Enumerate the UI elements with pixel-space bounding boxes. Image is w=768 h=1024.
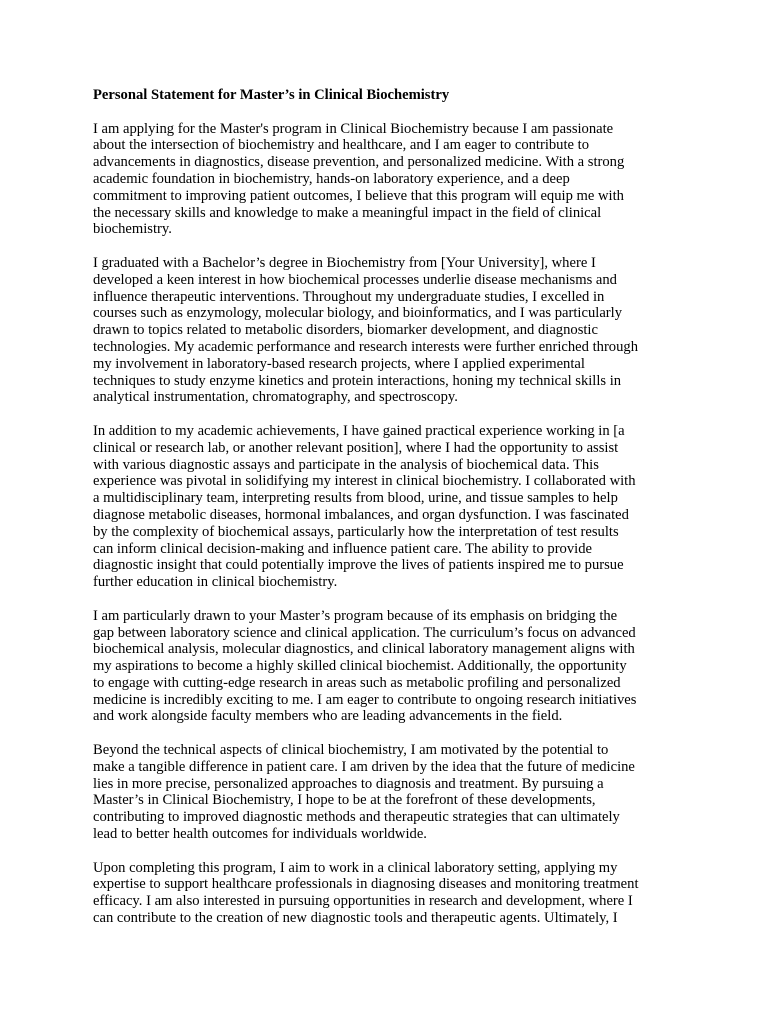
paragraph-line: developed a keen interest in how biochemical processes underlie disease mechanisms and [93, 271, 617, 288]
paragraph-line: experience was pivotal in solidifying my interest in clinical biochemistry. I collaborated with [93, 473, 636, 490]
paragraph-line: my involvement in laboratory-based research projects, where I applied experimental [93, 355, 585, 372]
paragraph-line: I am applying for the Master's program in Clinical Biochemistry because I am passionate [93, 120, 614, 137]
paragraph-line: influence therapeutic interventions. Throughout my undergraduate studies, I excelled in [93, 288, 605, 305]
paragraph-line: the necessary skills and knowledge to make a meaningful impact in the field of clinical [93, 204, 602, 221]
paragraph-list [93, 121, 679, 927]
paragraph-line: I am particularly drawn to your Master’s program because of its emphasis on bridging the [93, 607, 618, 624]
paragraph-line: a multidisciplinary team, interpreting results from blood, urine, and tissue samples to help [93, 490, 618, 507]
paragraph-2 [93, 255, 679, 406]
paragraph-line: my aspirations to become a highly skilled clinical biochemist. Additionally, the opportunity [93, 658, 627, 675]
paragraph-line: make a tangible difference in patient care. I am driven by the idea that the future of medicine [93, 758, 635, 775]
paragraph-1 [93, 121, 679, 239]
paragraph-line: to engage with cutting-edge research in areas such as metabolic profiling and personalized [93, 674, 621, 691]
paragraph-line: with various diagnostic assays and participate in the analysis of biochemical data. This [93, 456, 599, 473]
paragraph-6 [93, 860, 679, 927]
paragraph-line: advancements in diagnostics, disease prevention, and personalized medicine. With a strong [93, 154, 625, 171]
paragraph-line: analytical instrumentation, chromatography, and spectroscopy. [93, 389, 458, 406]
paragraph-line: and work alongside faculty members who are leading advancements in the field. [93, 708, 563, 725]
paragraph-line: courses such as enzymology, molecular biology, and bioinformatics, and I was particularly [93, 305, 623, 322]
paragraph-line: biochemistry. [93, 221, 172, 238]
paragraph-line: Upon completing this program, I aim to work in a clinical laboratory setting, applying my [93, 859, 618, 876]
paragraph-line: academic foundation in biochemistry, hands-on laboratory experience, and a deep [93, 170, 570, 187]
paragraph-line: can inform clinical decision-making and influence patient care. The ability to provide [93, 540, 592, 557]
paragraph-line: I graduated with a Bachelor’s degree in Biochemistry from [Your University], where I [93, 254, 596, 271]
paragraph-line: expertise to support healthcare professionals in diagnosing diseases and monitoring treatment [93, 876, 639, 893]
paragraph-line: diagnostic insight that could potentially improve the lives of patients inspired me to pursue [93, 557, 624, 574]
paragraph-line: lead to better health outcomes for individuals worldwide. [93, 826, 427, 843]
paragraph-line: further education in clinical biochemistry. [93, 574, 338, 591]
paragraph-line: drawn to topics related to metabolic disorders, biomarker development, and diagnostic [93, 322, 598, 339]
paragraph-line: biochemical analysis, molecular diagnostics, and clinical laboratory management aligns with [93, 641, 635, 658]
paragraph-line: techniques to study enzyme kinetics and protein interactions, honing my technical skills in [93, 372, 622, 389]
paragraph-line: gap between laboratory science and clinical application. The curriculum’s focus on advanced [93, 624, 636, 641]
paragraph-line: contributing to improved diagnostic methods and therapeutic strategies that can ultimately [93, 809, 620, 826]
paragraph-line: diagnose metabolic diseases, hormonal imbalances, and organ dysfunction. I was fascinated [93, 506, 629, 523]
paragraph-3 [93, 423, 679, 591]
paragraph-line: clinical or research lab, or another relevant position], where I had the opportunity to assist [93, 439, 619, 456]
paragraph-line: Beyond the technical aspects of clinical biochemistry, I am motivated by the potential to [93, 742, 609, 759]
paragraph-4 [93, 608, 679, 726]
paragraph-line: technologies. My academic performance and research interests were further enriched through [93, 338, 638, 355]
document-body [93, 87, 679, 944]
paragraph-line: lies in more precise, personalized approaches to diagnosis and treatment. By pursuing a [93, 775, 604, 792]
document-title: Personal Statement for Master’s in Clinical Biochemistry [93, 87, 450, 103]
paragraph-line: can contribute to the creation of new diagnostic tools and therapeutic agents. Ultimately, I [93, 910, 618, 927]
paragraph-line: Master’s in Clinical Biochemistry, I hope to be at the forefront of these developments, [93, 792, 596, 809]
paragraph-line: In addition to my academic achievements, I have gained practical experience working in [a [93, 422, 625, 439]
paragraph-line: commitment to improving patient outcomes, I believe that this program will equip me with [93, 187, 624, 204]
paragraph-line: efficacy. I am also interested in pursuing opportunities in research and development, where I [93, 893, 633, 910]
paragraph-line: about the intersection of biochemistry and healthcare, and I am eager to contribute to [93, 137, 590, 154]
paragraph-line: medicine is incredibly exciting to me. I am eager to contribute to ongoing research initiatives [93, 691, 637, 708]
paragraph-5 [93, 742, 679, 843]
paragraph-line: by the complexity of biochemical assays, particularly how the interpretation of test results [93, 523, 619, 540]
